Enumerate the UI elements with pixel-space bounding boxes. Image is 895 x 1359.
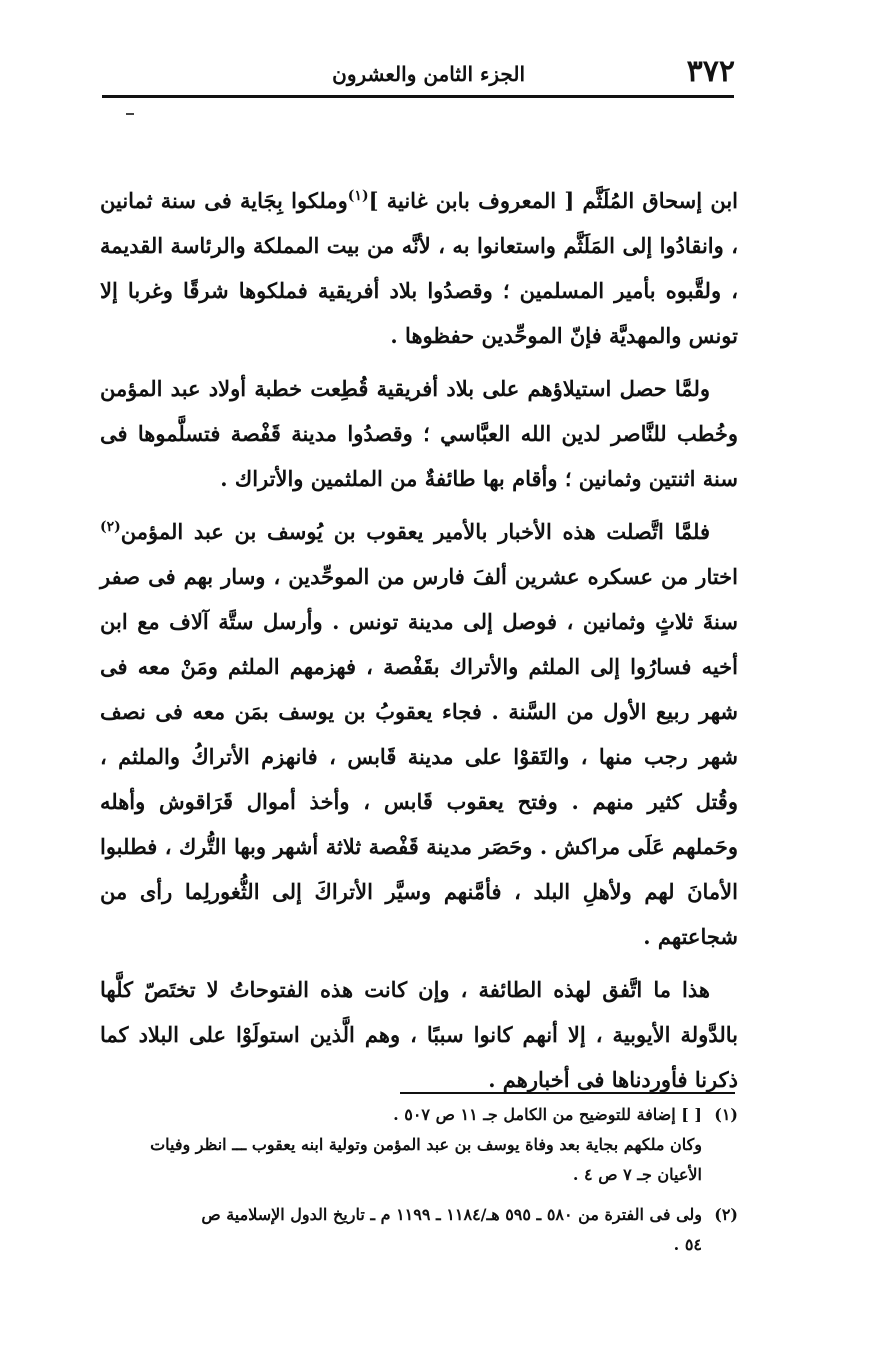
footnote-line: ولى فى الفترة من ٥٨٠ ـ ٥٩٥ هـ/١١٨٤ ـ ١١٩٩ م ـ تاريخ الدول الإسلامية ص [201, 1205, 702, 1224]
paragraph-3 [100, 509, 738, 959]
running-title: الجزء الثامن والعشرون [332, 62, 525, 86]
footnote-ref-1: (١) [347, 188, 369, 204]
footnote-separator [400, 1092, 735, 1094]
paragraph-text: هذا ما اتَّفق لهذه الطائفة ، وإن كانت هذه الفتوحاتُ لا تختَصّ كلَّها بالدَّولة الأيوبية ، إلا أنهم كانوا سببًا ، وهم الَّذين استولَوْا على البلاد كما ذكرنا فأوردناها فى أخبارهم . [100, 977, 738, 1092]
paragraph-text: اختار من عسكره عشرين ألفَ فارس من الموحِّدين ، وسار بهم فى صفر سنةَ ثلاثٍ وثمانين ، فوصل إلى مدينة تونس . وأرسل ستَّة آلاف مع ابن أخيه فسارُوا إلى الملثم والأتراك بقَفْصة ، فهزمهم الملثم ومَنْ معه فى شهر ربيع الأول من السَّنة . فجاء يعقوبُ بن يوسف بمَن معه فى نصف شهر رجب منها ، والتَقوْا على مدينة قَابس ، فانهزم الأتراكُ والملثم ، وقُتل كثير منهم . وفتح يعقوب قَابس ، وأخذ أموال قَرَاقوش وأهله وحَملهم عَلَى مراكش . وحَصَر مدينة قَفْصة ثلاثة أشهر وبها التُّرك ، فطلبوا الأمانَ لهم ولأهلِ البلد ، فأمَّنهم وسيَّر الأتراكَ إلى الثُّغورلِما رأى من شجاعتهم . [100, 564, 738, 949]
page-header [100, 52, 735, 92]
footnote-number: (١) [714, 1105, 738, 1124]
paragraph-1 [100, 178, 738, 358]
footnote-2 [100, 1200, 738, 1260]
footnotes [100, 1100, 738, 1270]
header-rule [102, 95, 734, 98]
footnote-number: (٢) [714, 1205, 738, 1224]
footnote-ref-2: (٢) [100, 519, 121, 535]
print-mark [126, 113, 134, 115]
footnote-line: الأعيان جـ ٧ ص ٤ . [572, 1165, 702, 1184]
paragraph-2 [100, 366, 738, 501]
paragraph-text: وملكوا بِجَاية فى سنة ثمانين ، وانقادُوا إلى المَلَثَّم واستعانوا به ، لأنَّه من بيت المملكة والرئاسة القديمة ، ولقَّبوه بأمير المسلمين ؛ وقصدُوا بلاد أفريقية فملكوها شرقًا وغربا إلا تونس والمهديَّة فإنّ الموحِّدين حفظوها . [100, 188, 738, 348]
footnote-1 [100, 1100, 738, 1190]
page-number: ٣٧٢ [686, 54, 735, 89]
footnote-line: وكان ملكهم بجاية بعد وفاة يوسف بن عبد المؤمن وتولية ابنه يعقوب ـــ انظر وفيات [150, 1135, 702, 1154]
paragraph-text: فلمَّا اتَّصلت هذه الأخبار بالأمير يعقوب بن يُوسف بن عبد المؤمن [120, 519, 710, 544]
paragraph-4 [100, 967, 738, 1102]
footnote-line: [ ] إضافة للتوضيح من الكامل جـ ١١ ص ٥٠٧ . [393, 1105, 702, 1124]
paragraph-text: ابن إسحاق المُلَثَّم [ المعروف بابن غانية ] [368, 188, 738, 213]
main-text [100, 178, 738, 1110]
footnote-body [100, 1200, 702, 1260]
paragraph-text: ولمَّا حصل استيلاؤهم على بلاد أفريقية قُطِعت خطبة أولاد عبد المؤمن وخُطب للنَّاصر لدين الله العبَّاسي ؛ وقصدُوا مدينة قَفْصة فتسلَّموها فى سنة اثنتين وثمانين ؛ وأقام بها طائفةٌ من الملثمين والأتراك . [100, 376, 738, 491]
footnote-body [100, 1100, 702, 1190]
footnote-line: ٥٤ . [673, 1235, 702, 1254]
